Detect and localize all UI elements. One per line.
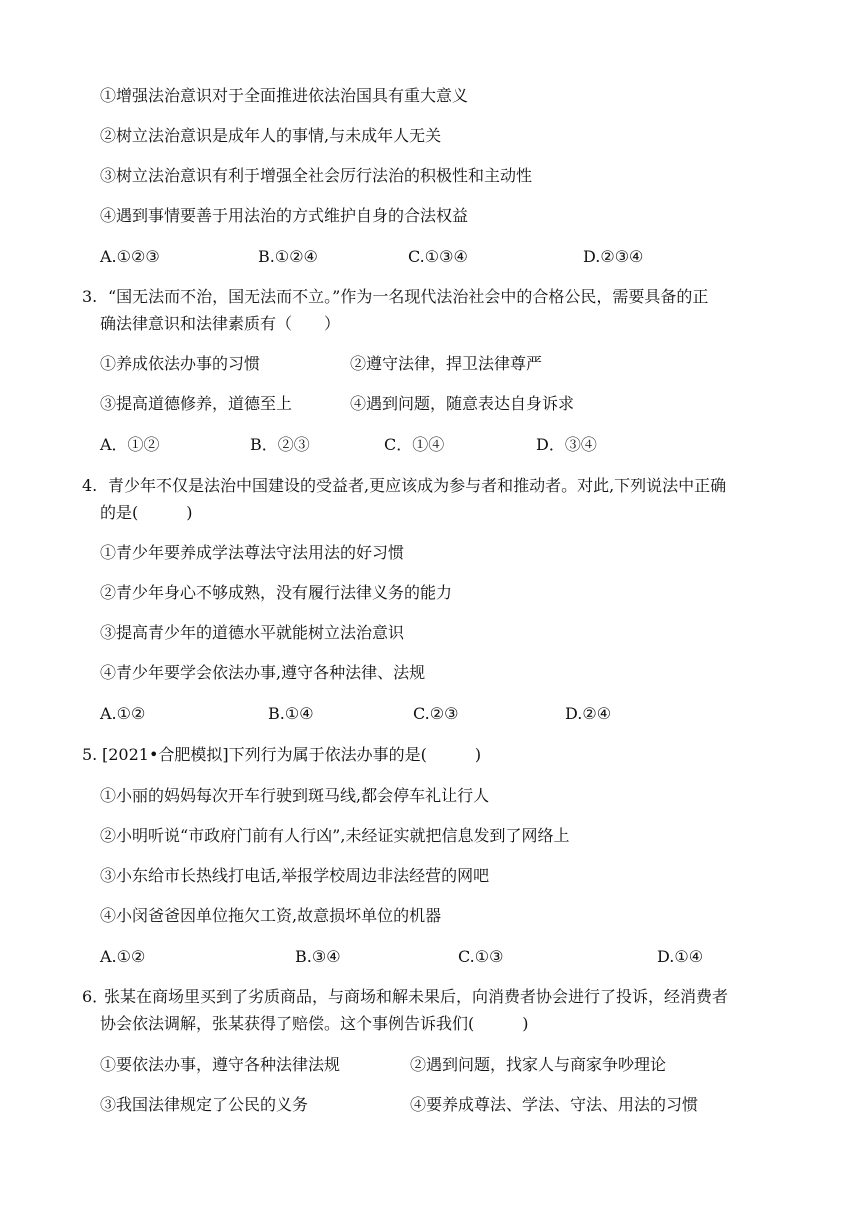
q6-number: 6． — [82, 987, 109, 1006]
q3-option-b: B．②③ — [250, 435, 310, 454]
q3-stem-line2: 确法律意识和法律素质有（ ） — [100, 314, 341, 333]
q2-statement-4: ④遇到事情要善于用法治的方式维护自身的合法权益 — [100, 206, 469, 225]
q3-number: 3. — [82, 287, 98, 306]
q5-option-c: C.①③ — [458, 947, 504, 966]
q4-option-d: D.②④ — [565, 704, 612, 723]
q3-option-a: A．①② — [100, 435, 160, 454]
q4-number: 4. — [82, 476, 98, 495]
q2-option-d: D.②③④ — [583, 247, 644, 266]
q3-statement-1: ①养成依法办事的习惯 — [100, 354, 261, 373]
q4-option-a: A.①② — [100, 704, 146, 723]
q5-number: 5. — [82, 745, 98, 764]
q6-statement-1: ①要依法办事，遵守各种法律法规 — [100, 1055, 341, 1074]
q2-option-a: A.①②③ — [100, 247, 160, 266]
q3-option-d: D．③④ — [536, 435, 597, 454]
q5-statement-1: ①小丽的妈妈每次开车行驶到斑马线,都会停车礼让行人 — [100, 786, 490, 805]
q5-statement-3: ③小东给市长热线打电话,举报学校周边非法经营的网吧 — [100, 866, 490, 885]
q5-stem: [2021•合肥模拟]下列行为属于依法办事的是( ) — [102, 745, 482, 764]
q4-statement-1: ①青少年要养成学法尊法守法用法的好习惯 — [100, 543, 405, 562]
q3-option-c: C．①④ — [384, 435, 445, 454]
q5-option-a: A.①② — [100, 947, 146, 966]
q4-statement-3: ③提高青少年的道德水平就能树立法治意识 — [100, 623, 405, 642]
q3-stem-line1: “国无法而不治，国无法而不立。”作为一名现代法治社会中的合格公民，需要具备的正 — [108, 287, 709, 306]
q2-option-c: C.①③④ — [408, 247, 468, 266]
q2-statement-3: ③树立法治意识有利于增强全社会厉行法治的积极性和主动性 — [100, 166, 533, 185]
q4-statement-4: ④青少年要学会依法办事,遵守各种法律、法规 — [100, 663, 426, 682]
q6-stem-line1: 张某在商场里买到了劣质商品，与商场和解未果后，向消费者协会进行了投诉，经消费者 — [104, 987, 729, 1006]
q3-statement-4: ④遇到问题，随意表达自身诉求 — [350, 394, 575, 413]
q3-statement-3: ③提高道德修养，道德至上 — [100, 394, 293, 413]
q6-statement-4: ④要养成尊法、学法、守法、用法的习惯 — [410, 1095, 699, 1114]
q5-statement-2: ②小明听说“市政府门前有人行凶”,未经证实就把信息发到了网络上 — [100, 826, 570, 845]
q4-stem-line1: 青少年不仅是法治中国建设的受益者,更应该成为参与者和推动者。对此,下列说法中正确 — [108, 476, 727, 495]
q4-stem-line2: 的是( ) — [100, 503, 193, 522]
q3-statement-2: ②遵守法律，捍卫法律尊严 — [350, 354, 543, 373]
q6-stem-line2: 协会依法调解，张某获得了赔偿。这个事例告诉我们( ) — [100, 1014, 529, 1033]
q2-option-b: B.①②④ — [258, 247, 318, 266]
q2-statement-2: ②树立法治意识是成年人的事情,与未成年人无关 — [100, 126, 442, 145]
q5-option-d: D.①④ — [657, 947, 704, 966]
q5-option-b: B.③④ — [295, 947, 341, 966]
q2-statement-1: ①增强法治意识对于全面推进依法治国具有重大意义 — [100, 86, 469, 105]
q6-statement-2: ②遇到问题，找家人与商家争吵理论 — [410, 1055, 667, 1074]
q4-statement-2: ②青少年身心不够成熟，没有履行法律义务的能力 — [100, 583, 453, 602]
q6-statement-3: ③我国法律规定了公民的义务 — [100, 1095, 309, 1114]
q5-statement-4: ④小闵爸爸因单位拖欠工资,故意损坏单位的机器 — [100, 906, 442, 925]
q4-option-b: B.①④ — [268, 704, 314, 723]
q4-option-c: C.②③ — [413, 704, 459, 723]
